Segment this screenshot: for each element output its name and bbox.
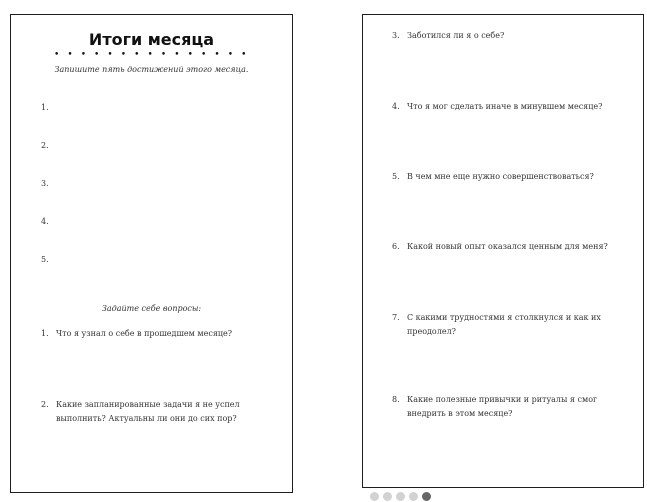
- question-text: Какие запланированные задачи я не успел выполнить? Актуальны ли они до сих пор?: [56, 400, 240, 423]
- question-text: Какие полезные привычки и ритуалы я смог внедрить в этом месяце?: [407, 395, 598, 418]
- question-number: 1.: [41, 329, 49, 338]
- question-7: [392, 311, 624, 339]
- page-dot[interactable]: [396, 492, 405, 501]
- question-text: Какой новый опыт оказался ценным для меня?: [407, 242, 608, 251]
- question-5: [392, 170, 624, 184]
- question-number: 8.: [392, 395, 400, 404]
- question-number: 4.: [392, 102, 400, 111]
- question-4: [392, 100, 624, 114]
- achievement-2: 2.: [41, 141, 49, 150]
- achievement-5: 5.: [41, 255, 49, 264]
- achievements-instruction: Запишите пять достижений этого месяца.: [54, 65, 249, 74]
- question-8: [392, 393, 624, 421]
- achievement-4: 4.: [41, 217, 49, 226]
- achievement-1: 1.: [41, 103, 49, 112]
- dot-divider: • • • • • • • • • • • • • • •: [53, 50, 250, 60]
- right-page: [362, 14, 644, 488]
- question-number: 6.: [392, 242, 400, 251]
- question-number: 3.: [392, 31, 400, 40]
- question-text: Заботился ли я о себе?: [407, 31, 505, 40]
- question-2: [41, 398, 273, 426]
- question-6: [392, 240, 624, 254]
- question-number: 7.: [392, 313, 400, 322]
- question-text: В чем мне еще нужно совершенствоваться?: [407, 172, 594, 181]
- questions-heading: Задайте себе вопросы:: [101, 304, 202, 313]
- question-1: [41, 327, 273, 341]
- page-title: Итоги месяца: [88, 30, 215, 49]
- page-indicator[interactable]: [370, 492, 431, 502]
- question-text: С какими трудностями я столкнулся и как их преодолел?: [407, 313, 601, 336]
- question-3: [392, 29, 624, 43]
- page-dot[interactable]: [409, 492, 418, 501]
- question-text: Что я узнал о себе в прошедшем месяце?: [56, 329, 233, 338]
- question-number: 2.: [41, 400, 49, 409]
- page-dot[interactable]: [370, 492, 379, 501]
- achievement-3: 3.: [41, 179, 49, 188]
- question-text: Что я мог сделать иначе в минувшем месяце?: [407, 102, 603, 111]
- page-dot[interactable]: [383, 492, 392, 501]
- page-dot-active[interactable]: [422, 492, 431, 501]
- question-number: 5.: [392, 172, 400, 181]
- left-page: [10, 14, 293, 493]
